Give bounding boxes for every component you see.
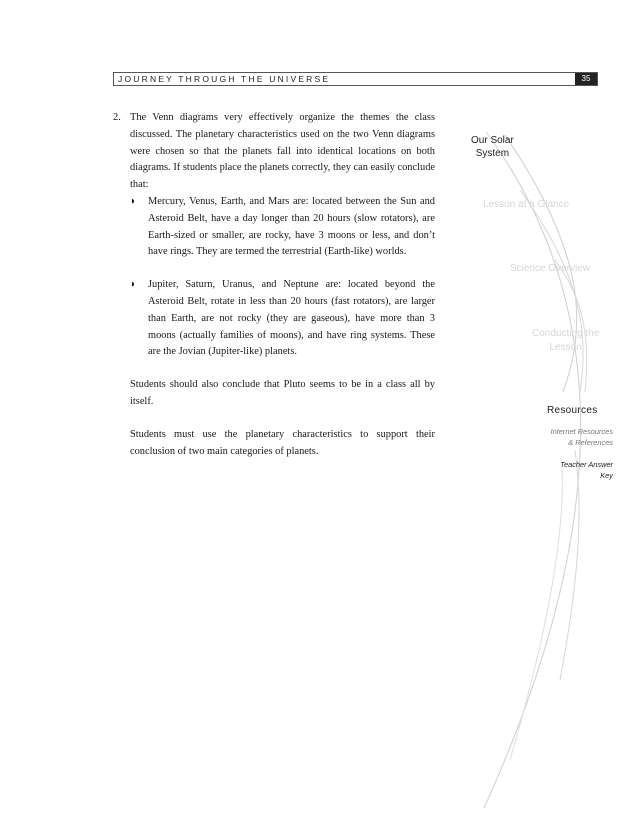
nav-label-line: Lesson <box>549 342 582 353</box>
nav-label-line: Our Solar <box>471 135 514 146</box>
header-title: JOURNEY THROUGH THE UNIVERSE <box>118 74 331 84</box>
nav-internet-resources[interactable] <box>551 426 613 448</box>
nav-lesson-at-a-glance[interactable]: Lesson at a Glance <box>483 199 570 210</box>
bullet-text: Jupiter, Saturn, Uranus, and Neptune are: located beyond the Asteroid Belt, rotate in less than 20 hours (fast rotators), are larger than Earth, are not rocky (they are gaseous), have more than 3 moons (actually families of moons), and have ring systems. These are the Jovian (Jupiter-like) planets. <box>148 279 435 358</box>
nav-label-line: Key <box>600 471 613 480</box>
running-header <box>113 72 598 86</box>
nav-label-line: & References <box>568 438 613 447</box>
page-number: 35 <box>575 73 597 85</box>
nav-resources[interactable]: Resources <box>547 405 598 416</box>
nav-label-line: System <box>475 148 510 159</box>
nav-label-line: Conducting the <box>532 328 600 339</box>
answer-item-2 <box>113 110 435 460</box>
nav-conducting-the-lesson[interactable] <box>532 327 599 355</box>
item-number: 2. <box>113 112 121 123</box>
nav-our-solar-system[interactable] <box>471 134 514 160</box>
nav-science-overview[interactable]: Science Overview <box>510 263 591 274</box>
nav-label-line: Teacher Answer <box>560 460 613 469</box>
nav-label-line: Internet Resources <box>550 427 613 436</box>
bullet-text: Mercury, Venus, Earth, and Mars are: located between the Sun and Asteroid Belt, have a day longer than 20 hours (slow rotators), are Earth-sized or smaller, are rocky, have 3 moons or less, and don’t have rings. They are termed the terrestrial (Earth-like) worlds. <box>148 195 435 258</box>
bullet-icon: ◗ <box>130 279 137 291</box>
conclusion-pluto: Students should also conclude that Pluto seems to be in a class all by itself. <box>130 379 435 407</box>
conclusion-categories: Students must use the planetary characteristics to support their conclusion of two main categories of planets. <box>130 428 435 457</box>
bullet-icon: ◗ <box>130 195 137 207</box>
bullet-terrestrial <box>130 194 435 261</box>
bullet-jovian <box>130 277 435 361</box>
item-lead-paragraph: The Venn diagrams very effectively organize the themes the class discussed. The planetary characteristics used on the two Venn diagrams were chosen so that the planets fall into identical locations on both diagrams. If students place the planets correctly, they can easily conclude that: <box>130 112 435 191</box>
nav-teacher-answer-key[interactable] <box>560 459 613 481</box>
